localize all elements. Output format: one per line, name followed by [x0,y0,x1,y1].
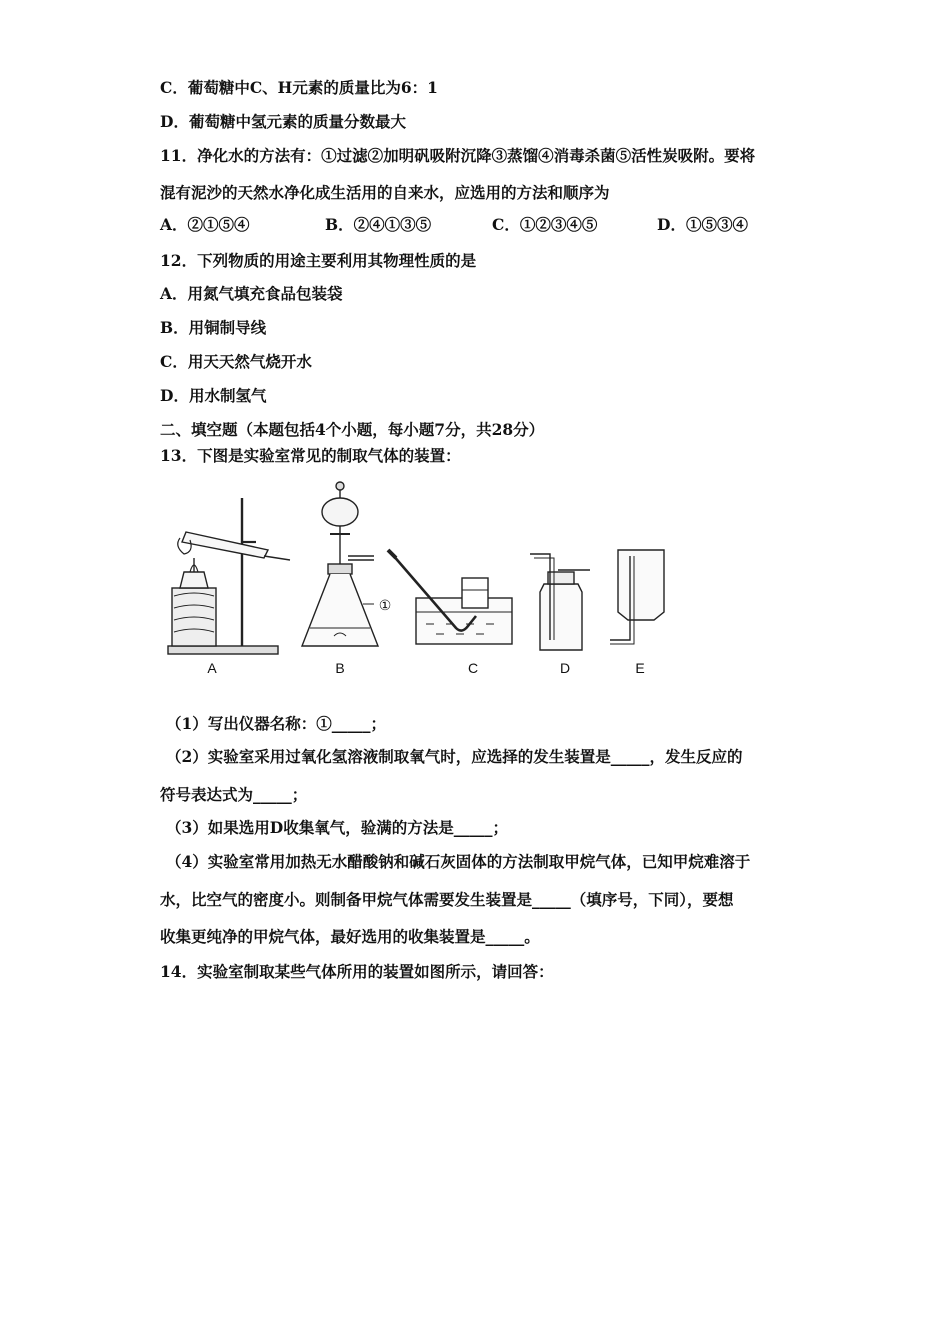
q10-option-c: C．葡萄糖中C、H元素的质量比为6：1 [160,78,438,97]
apparatus-d [530,554,590,650]
apparatus-a [168,498,290,654]
q11-option-b: B．②④①③⑤ [325,215,432,234]
label-d: D [559,660,571,676]
q13-sub3: （3）如果选用D收集氧气，验满的方法是_____； [166,818,508,837]
q13-sub2-line2: 符号表达式为_____； [160,785,308,804]
q13-stem: 13．下图是实验室常见的制取气体的装置： [160,446,461,465]
q12-option-b: B．用铜制导线 [160,318,267,337]
callout-1: ① [378,597,392,613]
apparatus-e [610,550,664,644]
section2-heading: 二、填空题（本题包括4个小题，每小题7分，共28分） [160,420,545,439]
q11-option-a: A．②①⑤④ [160,215,250,234]
q11-stem-line1: 11．净化水的方法有：①过滤②加明矾吸附沉降③蒸馏④消毒杀菌⑤活性炭吸附。要将 [160,146,756,165]
apparatus-b [302,482,378,646]
q12-option-d: D．用水制氢气 [160,386,267,405]
q12-option-a: A．用氮气填充食品包装袋 [160,284,343,303]
q13-sub1: （1）写出仪器名称：①_____； [166,714,387,733]
q13-sub2-line1: （2）实验室采用过氧化氢溶液制取氧气时，应选择的发生装置是_____，发生反应的 [166,747,743,766]
apparatus-figure [160,480,700,680]
label-e: E [635,660,645,676]
q11-option-d: D．①⑤③④ [657,215,748,234]
q13-sub4-line2: 水，比空气的密度小。则制备甲烷气体需要发生装置是_____（填序号，下同），要想 [160,890,734,909]
q12-stem: 12．下列物质的用途主要利用其物理性质的是 [160,251,477,270]
q12-option-c: C．用天天然气烧开水 [160,352,312,371]
q13-sub4-line3: 收集更纯净的甲烷气体，最好选用的收集装置是_____。 [160,927,540,946]
label-c: C [467,660,479,676]
q10-option-d: D．葡萄糖中氢元素的质量分数最大 [160,112,406,131]
label-b: B [335,660,345,676]
label-a: A [207,660,217,676]
apparatus-c [388,550,512,644]
q13-sub4-line1: （4）实验室常用加热无水醋酸钠和碱石灰固体的方法制取甲烷气体，已知甲烷难溶于 [166,852,751,871]
q11-stem-line2: 混有泥沙的天然水净化成生活用的自来水，应选用的方法和顺序为 [160,183,610,202]
q11-option-c: C．①②③④⑤ [492,215,598,234]
q14-stem: 14．实验室制取某些气体所用的装置如图所示，请回答： [160,962,554,981]
